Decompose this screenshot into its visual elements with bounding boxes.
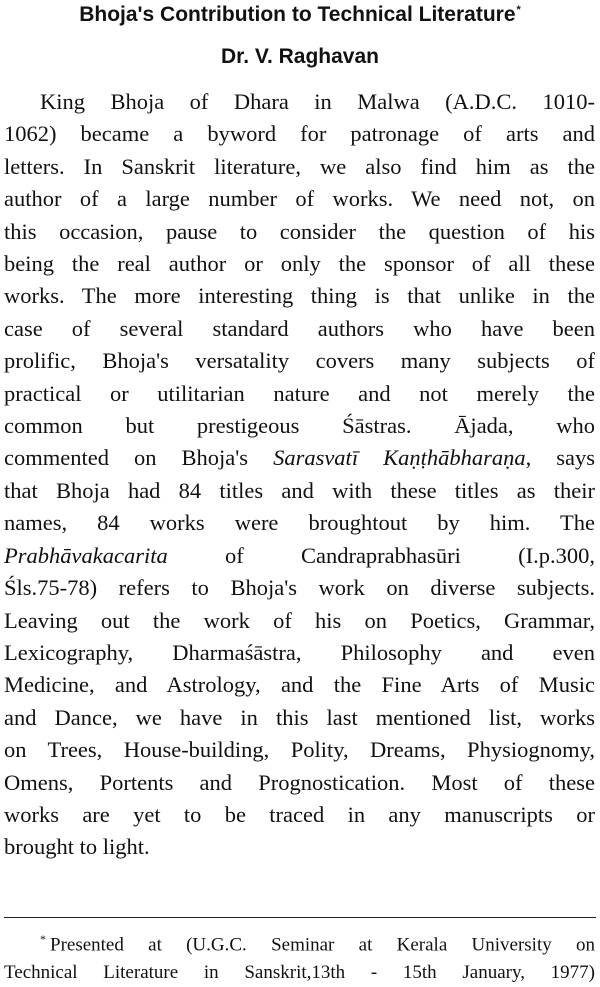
body-line: practical or utilitarian nature and not merely the xyxy=(4,380,595,406)
body-line: works are yet to be traced in any manuscripts or xyxy=(4,801,595,827)
footnote xyxy=(4,925,595,987)
footnote-line-text: Presented at (U.G.C. Seminar at Kerala University on xyxy=(50,934,595,956)
author-name: Dr. V. Raghavan xyxy=(221,45,379,68)
footnote-divider xyxy=(4,917,596,918)
body-line: author of a large number of works. We need not, on xyxy=(4,186,595,212)
body-line: Śls.75-78) refers to Bhoja's work on diverse subjects. xyxy=(4,575,595,601)
article-title xyxy=(0,3,600,27)
body-line: King Bhoja of Dhara in Malwa (A.D.C. 1010- xyxy=(40,89,595,114)
body-line: names, 84 works were broughtout by him. The xyxy=(4,510,595,536)
body-line-with-italic xyxy=(4,442,595,474)
article-title-text: Bhoja's Contribution to Technical Literature xyxy=(79,3,516,26)
body-line: on Trees, House-building, Polity, Dreams, Physiognomy, xyxy=(4,737,595,763)
body-line: brought to light. xyxy=(4,834,150,860)
body-line: Medicine, and Astrology, and the Fine Arts of Music xyxy=(4,672,595,698)
italic-work-title: Sarasvatī Kaṇṭhābharaṇa xyxy=(273,445,526,471)
body-line: case of several standard authors who have been xyxy=(4,315,595,341)
body-line-text: , says xyxy=(525,445,595,471)
body-paragraph xyxy=(4,86,595,864)
body-line: that Bhoja had 84 titles and with these titles as their xyxy=(4,477,595,503)
body-line: this occasion, pause to consider the question of his xyxy=(4,218,595,244)
body-line: Omens, Portents and Prognostication. Most of these xyxy=(4,769,595,795)
body-line: 1062) became a byword for patronage of arts and xyxy=(4,121,595,147)
body-line: Leaving out the work of his on Poetics, Grammar, xyxy=(4,607,595,633)
body-line: letters. In Sanskrit literature, we also find him as the xyxy=(4,153,595,179)
body-line: works. The more interesting thing is that unlike in the xyxy=(4,283,595,309)
footnote-line xyxy=(4,925,595,959)
body-line-text: of Candraprabhasūri (I.p.300, xyxy=(167,542,595,568)
footnote-marker: * xyxy=(40,932,46,946)
body-line: Lexicography, Dharmaśāstra, Philosophy and even xyxy=(4,639,595,665)
body-line-with-italic xyxy=(4,540,595,572)
italic-work-title: Prabhāvakacarita xyxy=(4,542,168,568)
body-line: and Dance, we have in this last mentioned list, works xyxy=(4,704,595,730)
body-line: common but prestigeous Śāstras. Ājada, who xyxy=(4,413,595,439)
body-line: being the real author or only the sponsor of all these xyxy=(4,251,595,277)
body-line: prolific, Bhoja's versatality covers many subjects of xyxy=(4,348,595,374)
body-line-text: commented on Bhoja's xyxy=(4,445,274,471)
title-footnote-marker: * xyxy=(516,4,521,16)
footnote-line: Technical Literature in Sanskrit,13th - 15th January, 1977) xyxy=(4,962,595,984)
